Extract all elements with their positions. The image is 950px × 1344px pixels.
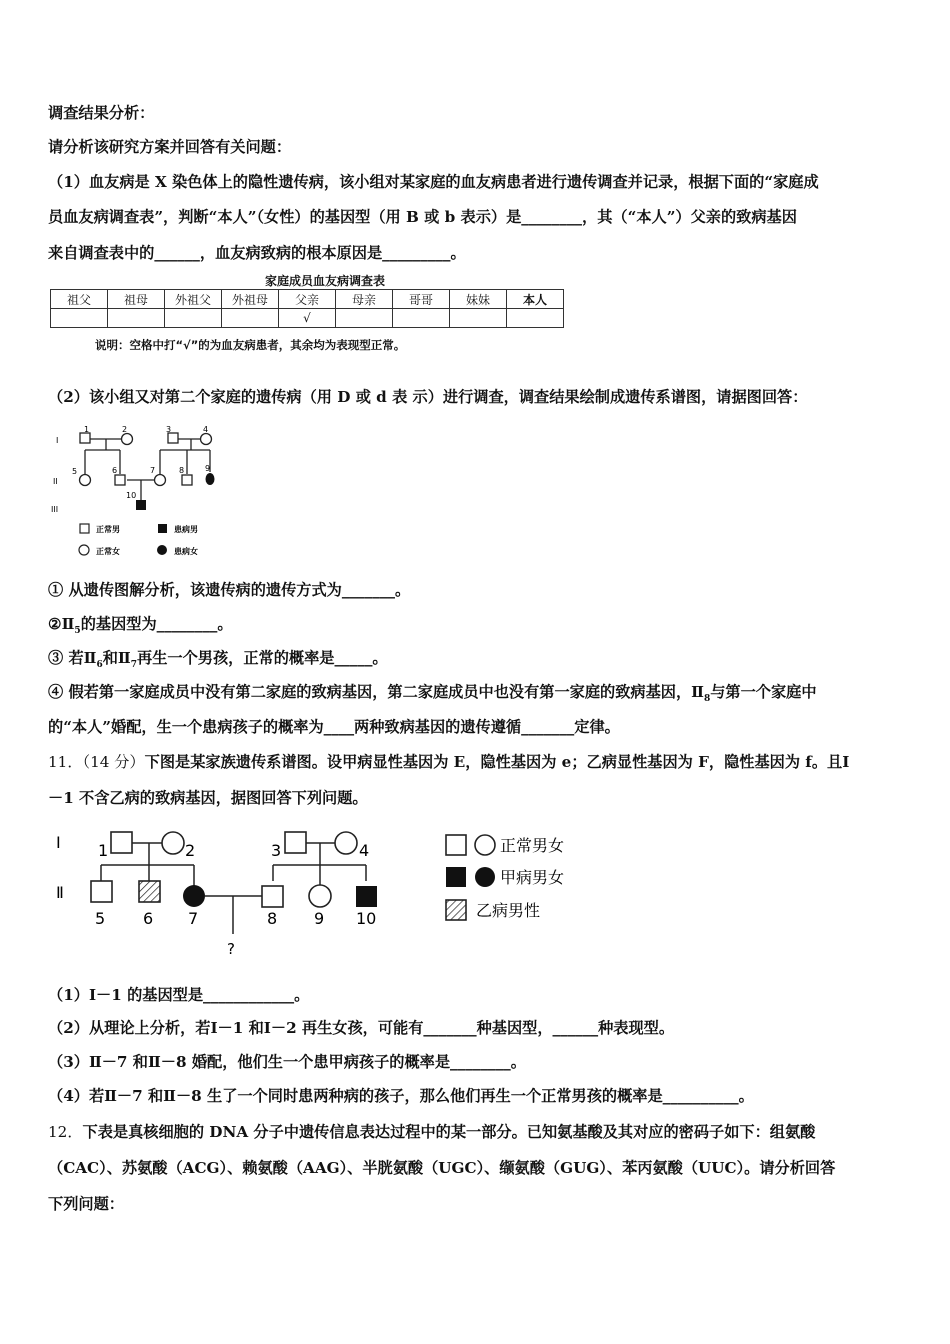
question-11-part-1: （1）Ⅰ－1 的基因型是____________。 xyxy=(48,986,310,1004)
question-11-part-2: （2）从理论上分析，若Ⅰ－1 和Ⅰ－2 再生女孩，可能有_______种基因型，______种表现型。 xyxy=(48,1019,675,1037)
survey-mark-row xyxy=(51,309,564,328)
question-12-line-3: 下列问题： xyxy=(48,1195,124,1213)
text-fragment: 下图是某家族遗传系谱图。设甲病显性基因为 E，隐性基因为 e；乙病显性基因为 F，隐性基因为 f。且Ⅰ xyxy=(144,753,850,771)
pedigree1-individual-1 xyxy=(80,433,90,443)
pedigree2-individual-9 xyxy=(309,885,331,907)
pedigree2-gen-label: Ⅱ xyxy=(56,883,64,902)
pedigree2-gen-label: Ⅰ xyxy=(56,833,61,852)
text-line-1: 调查结果分析： xyxy=(48,104,155,122)
question-2-line: （2）该小组又对第二个家庭的遗传病（用 D 或 d 表 示）进行调查，调查结果绘制成遗传系谱图，请据图回答： xyxy=(48,388,808,406)
pedigree1-individual-10 xyxy=(136,500,146,510)
question-1-line-2: 员血友病调查表”，判断“本人”（女性）的基因型（用 B 或 b 表示）是________，其（“本人”）父亲的致病基因 xyxy=(48,208,797,226)
pedigree1-id-label: 1 xyxy=(84,425,90,434)
pedigree1-individual-5 xyxy=(80,475,91,486)
legend-label: 乙病男性 xyxy=(476,901,541,920)
text-fragment: 与第一个家庭中 xyxy=(710,683,817,701)
question-1-line-3: 来自调查表中的______，血友病致病的根本原因是_________。 xyxy=(48,244,466,262)
pedigree1-individual-4 xyxy=(201,434,212,445)
pedigree2-individual-3 xyxy=(285,832,306,853)
pedigree-chart-1 xyxy=(48,420,238,560)
pedigree2-individual-4 xyxy=(335,832,357,854)
legend-label: 患病男 xyxy=(174,525,198,534)
sub-question-2 xyxy=(48,614,233,641)
pedigree2-individual-1 xyxy=(111,832,132,853)
pedigree2-individual-6 xyxy=(139,881,160,902)
pedigree1-gen-label: III xyxy=(51,505,59,514)
legend-label: 正常男女 xyxy=(500,836,565,855)
pedigree1-individual-7 xyxy=(155,475,166,486)
text-fragment: 和Ⅱ xyxy=(102,649,131,667)
pedigree2-id-label: 2 xyxy=(185,841,196,860)
subscript: 7 xyxy=(130,660,137,671)
pedigree1-id-label: 8 xyxy=(179,466,185,475)
pedigree2-individual-2 xyxy=(162,832,184,854)
legend-label: 甲病男女 xyxy=(500,868,565,887)
pedigree2-individual-7 xyxy=(183,885,205,907)
survey-mark-cell: √ xyxy=(279,309,336,328)
pedigree2-id-label: 3 xyxy=(271,841,282,860)
survey-header-cell: 母亲 xyxy=(336,290,393,309)
question-number: 12． xyxy=(48,1123,83,1141)
subscript: 6 xyxy=(96,660,103,671)
survey-mark-cell xyxy=(51,309,108,328)
text-fragment: ③ 若Ⅱ xyxy=(48,649,97,667)
survey-mark-cell xyxy=(108,309,165,328)
subscript: 8 xyxy=(703,694,711,705)
survey-header-row xyxy=(51,290,564,309)
survey-mark-cell xyxy=(507,309,564,328)
survey-header-cell: 哥哥 xyxy=(393,290,450,309)
pedigree2-individual-10 xyxy=(356,886,377,907)
question-11-line-2: －1 不含乙病的致病基因，据图回答下列问题。 xyxy=(48,789,368,807)
question-12-line-2: （CAC）、苏氨酸（ACG）、赖氨酸（AAG）、半胱氨酸（UGC）、缬氨酸（GUG）、苯丙氨酸（UUC）。请分析回答 xyxy=(48,1159,836,1177)
sub-question-1: ① 从遗传图解分析，该遗传病的遗传方式为_______。 xyxy=(48,581,411,599)
legend-normal-female-icon xyxy=(475,835,495,855)
text-fragment: 的基因型为________。 xyxy=(80,615,233,633)
text-line-2: 请分析该研究方案并回答有关问题： xyxy=(48,138,291,156)
pedigree2-id-label: 5 xyxy=(95,909,106,928)
pedigree2-id-label: 4 xyxy=(359,841,370,860)
pedigree1-gen-label: II xyxy=(53,477,58,486)
pedigree1-gen-label: I xyxy=(56,436,59,445)
pedigree2-child-label: ? xyxy=(227,940,235,958)
pedigree1-individual-9 xyxy=(206,473,215,485)
text-fragment: 再生一个男孩，正常的概率是_____。 xyxy=(137,649,388,667)
pedigree1-id-label: 6 xyxy=(112,466,118,475)
subscript: 5 xyxy=(74,626,81,637)
text-fragment: 下表是真核细胞的 DNA 分子中遗传信息表达过程中的某一部分。已知氨基酸及其对应的密码子如下：组氨酸 xyxy=(82,1123,816,1141)
sub-question-3 xyxy=(48,648,388,675)
pedigree2-id-label: 7 xyxy=(188,909,199,928)
text-fragment: ②Ⅱ xyxy=(48,615,75,633)
survey-header-cell: 外祖母 xyxy=(222,290,279,309)
question-12-line-1 xyxy=(48,1122,815,1142)
pedigree1-id-label: 2 xyxy=(122,425,128,434)
question-11-part-3: （3）Ⅱ－7 和Ⅱ－8 婚配，他们生一个患甲病孩子的概率是________。 xyxy=(48,1053,526,1071)
pedigree2-id-label: 8 xyxy=(267,909,278,928)
pedigree1-id-label: 3 xyxy=(166,425,172,434)
sub-question-4-line-2: 的“本人”婚配，生一个患病孩子的概率为____两种致病基因的遗传遵循_______定律。 xyxy=(48,718,620,736)
legend-normal-female-icon xyxy=(79,545,89,555)
pedigree1-individual-3 xyxy=(168,433,178,443)
sub-question-4-line-1 xyxy=(48,682,817,709)
survey-header-cell: 本人 xyxy=(507,290,564,309)
survey-table xyxy=(50,289,564,328)
pedigree1-id-label: 4 xyxy=(203,425,209,434)
survey-header-cell: 父亲 xyxy=(279,290,336,309)
pedigree1-individual-2 xyxy=(122,434,133,445)
pedigree1-id-label: 10 xyxy=(126,491,137,500)
legend-affected-female-icon xyxy=(157,545,167,555)
survey-table-title: 家庭成员血友病调查表 xyxy=(265,274,386,288)
pedigree2-individual-5 xyxy=(91,881,112,902)
survey-mark-cell xyxy=(165,309,222,328)
legend-disease-a-female-icon xyxy=(475,867,495,887)
pedigree2-individual-8 xyxy=(262,886,283,907)
survey-mark-cell xyxy=(450,309,507,328)
legend-disease-a-male-icon xyxy=(446,867,466,887)
legend-normal-male-icon xyxy=(80,524,89,533)
pedigree1-id-label: 7 xyxy=(150,466,156,475)
legend-affected-male-icon xyxy=(158,524,167,533)
question-number: 11．（14 分） xyxy=(48,753,145,771)
survey-header-cell: 外祖父 xyxy=(165,290,222,309)
pedigree2-id-label: 1 xyxy=(98,841,109,860)
survey-header-cell: 妹妹 xyxy=(450,290,507,309)
survey-mark-cell xyxy=(222,309,279,328)
pedigree1-individual-6 xyxy=(115,475,125,485)
pedigree1-id-label: 5 xyxy=(72,467,78,476)
legend-disease-b-male-icon xyxy=(446,900,466,920)
survey-header-cell: 祖父 xyxy=(51,290,108,309)
pedigree1-individual-8 xyxy=(182,475,192,485)
legend-label: 患病女 xyxy=(174,547,198,556)
pedigree-chart-2 xyxy=(48,820,608,960)
legend-label: 正常男 xyxy=(96,525,120,534)
question-11-line-1 xyxy=(48,752,849,772)
survey-table-note: 说明：空格中打“√”的为血友病患者，其余均为表现型正常。 xyxy=(95,338,406,352)
pedigree2-id-label: 10 xyxy=(356,909,377,928)
survey-mark-cell xyxy=(393,309,450,328)
text-fragment: ④ 假若第一家庭成员中没有第二家庭的致病基因，第二家庭成员中也没有第一家庭的致病基因，Ⅱ xyxy=(48,683,704,701)
pedigree1-id-label: 9 xyxy=(205,464,211,473)
legend-label: 正常女 xyxy=(96,547,120,556)
question-11-part-4: （4）若Ⅱ－7 和Ⅱ－8 生了一个同时患两种病的孩子，那么他们再生一个正常男孩的概率是__________。 xyxy=(48,1087,754,1105)
question-1-line-1: （1）血友病是 X 染色体上的隐性遗传病，该小组对某家庭的血友病患者进行遗传调查并记录，根据下面的“家庭成 xyxy=(48,173,819,191)
pedigree2-id-label: 6 xyxy=(143,909,154,928)
pedigree2-id-label: 9 xyxy=(314,909,325,928)
survey-mark-cell xyxy=(336,309,393,328)
survey-header-cell: 祖母 xyxy=(108,290,165,309)
legend-normal-male-icon xyxy=(446,835,466,855)
